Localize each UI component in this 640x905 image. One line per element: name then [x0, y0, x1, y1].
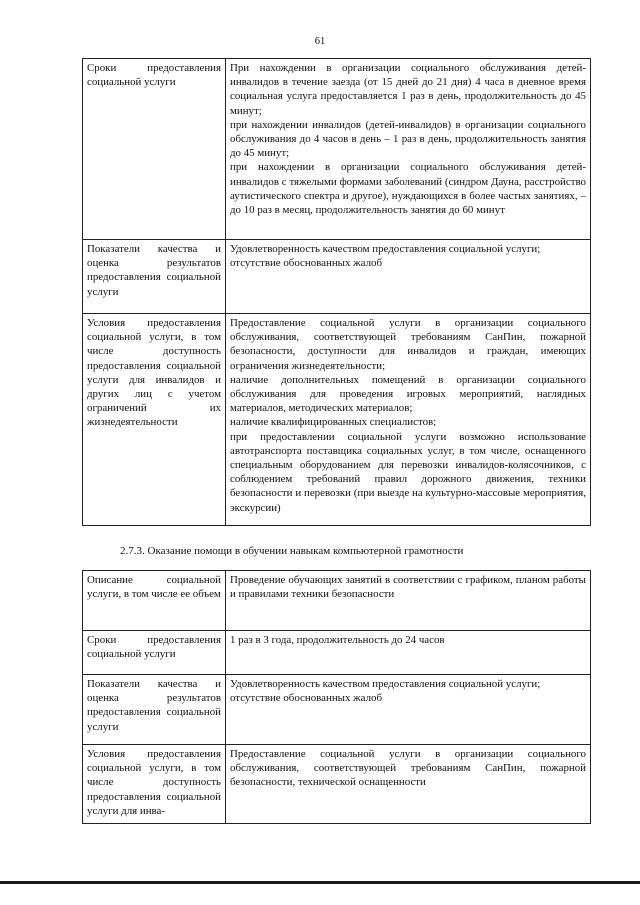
- value-paragraph: при нахождении в организации социального обслуживания детей-инвалидов с тяжелыми формами заболеваний (синдром Дауна, расстройство аутистического спектра и другое), нуждающихся в более частых занятиях, – до 10 раз в месяц, продолжительность занятия до 60 минут: [230, 161, 586, 217]
- value-paragraph: Предоставление социальной услуги в организации социального обслуживания, соответствующей требованиям СанПин, пожарной безопасности, технической оснащенности: [230, 748, 586, 789]
- value-paragraph: при предоставлении социальной услуги возможно использование автотранспорта поставщика социальных услуг, в том числе, оснащенного специальным оборудованием для перевозки инвалидов-колясочников, с соблюдением требований правил дорожного движения, техники безопасности и перевозки (при выезде на культурно-массовые мероприятия, экскурсии): [230, 430, 586, 514]
- row-value: [226, 675, 591, 745]
- row-label: Условия предоставления социальной услуги, в том числе доступность предоставления социальной услуги для инва-: [83, 745, 226, 824]
- value-paragraph: наличие дополнительных помещений в организации социального обслуживания для проведения игровых мероприятий, наглядных материалов, методических материалов;: [230, 373, 586, 415]
- value-paragraph: при нахождении инвалидов (детей-инвалидов) в организации социального обслуживания до 4 часов в день – 1 раз в день, продолжительность занятия до 45 минут;: [230, 118, 586, 160]
- row-value: [226, 571, 591, 631]
- section-heading: 2.7.3. Оказание помощи в обучении навыкам компьютерной грамотности: [120, 545, 464, 557]
- value-paragraph: Удовлетворенность качеством предоставления социальной услуги;: [230, 243, 541, 255]
- value-paragraph: 1 раз в 3 года, продолжительность до 24 часов: [230, 634, 445, 646]
- row-label: Сроки предоставления социальной услуги: [83, 59, 226, 240]
- row-value: [226, 240, 591, 314]
- row-value: [226, 59, 591, 240]
- page-number: 61: [314, 36, 326, 47]
- value-paragraph: Предоставление социальной услуги в организации социального обслуживания, соответствующей требованиям СанПин, пожарной безопасности, доступности для инвалидов и граждан, имеющих ограничения жизнедеятельности;: [230, 317, 586, 372]
- table-row: [83, 571, 591, 631]
- page-bottom-rule: [0, 881, 640, 884]
- computer-literacy-service-table: [82, 570, 591, 824]
- table-row: [83, 240, 591, 314]
- table-row: [83, 675, 591, 745]
- row-value: [226, 745, 591, 824]
- row-label: Показатели качества и оценка результатов предоставления социальной услуги: [83, 240, 226, 314]
- table-row: [83, 59, 591, 240]
- value-paragraph: отсутствие обоснованных жалоб: [230, 692, 383, 705]
- value-paragraph: При нахождении в организации социального обслуживания детей-инвалидов в течение заезда (от 15 дней до 21 дня) 4 часа в дневное время социальная услуга предоставляется 1 раз в день, продолжительность до 45 минут;: [230, 62, 586, 117]
- table-row: [83, 745, 591, 824]
- value-paragraph: Удовлетворенность качеством предоставления социальной услуги;: [230, 678, 541, 690]
- table-row: [83, 314, 591, 526]
- services-table-continued: [82, 58, 591, 526]
- row-label: Показатели качества и оценка результатов предоставления социальной услуги: [83, 675, 226, 745]
- row-label: Сроки предоставления социальной услуги: [83, 631, 226, 675]
- row-value: [226, 314, 591, 526]
- value-paragraph: наличие квалифицированных специалистов;: [230, 416, 437, 429]
- value-paragraph: отсутствие обоснованных жалоб: [230, 257, 383, 270]
- value-paragraph: Проведение обучающих занятий в соответствии с графиком, планом работы и правилами техники безопасности: [230, 574, 586, 601]
- table-row: [83, 631, 591, 675]
- row-label: Условия предоставления социальной услуги, в том числе доступность предоставления социальной услуги для инвалидов и других лиц с учетом ограничений их жизнедеятельности: [83, 314, 226, 526]
- row-value: [226, 631, 591, 675]
- row-label: Описание социальной услуги, в том числе ее объем: [83, 571, 226, 631]
